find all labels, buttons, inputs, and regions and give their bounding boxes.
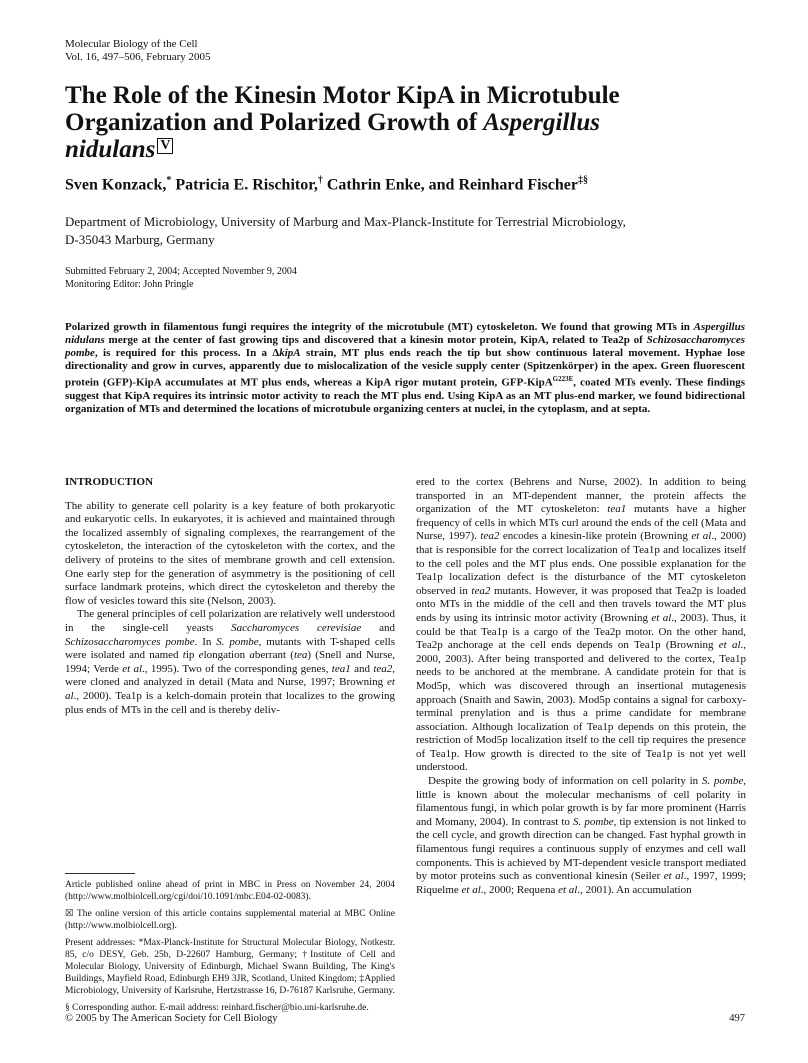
affiliation: Department of Microbiology, University of Marburg and Max-Planck-Institute for Terrestrial Microbiology, D-35043 Marburg, Germany <box>65 214 626 247</box>
column-right <box>416 476 746 897</box>
author-list: Sven Konzack,* Patricia E. Rischitor,† Cathrin Enke, and Reinhard Fischer‡§ <box>65 175 588 194</box>
copyright: © 2005 by The American Society for Cell Biology <box>65 1013 278 1024</box>
column-left <box>65 476 395 717</box>
abstract: Polarized growth in filamentous fungi requires the integrity of the microtubule (MT) cytoskeleton. We found that growing MTs in Aspergillus nidulans merge at the center of fast growing tips and discovered that a kinesin motor protein, KipA, related to Tea2p of Schizosaccharomyces pombe, is required for this process. In a ΔkipA strain, MT plus ends reach the tip but show continuous lateral movement. Hyphae lose directionality and grow in curves, apparently due to mislocalization of the vesicle supply center (Spitzenkörper) in the apex. Green fluorescent protein (GFP)-KipA accumulates at MT plus ends, whereas a KipA rigor mutant protein, GFP-KipA$^{G223E}$, coated MTs evenly. These findings suggest that KipA requires its intrinsic motor activity to reach the MT plus end. Using KipA as an MT plus-end marker, we found bidirectional organization of MTs and determined the locations of microtubule organizing centers at nuclei, in the cytoplasm, and at septa. <box>65 321 746 415</box>
page-number: 497 <box>729 1013 745 1024</box>
monitoring-editor: Monitoring Editor: John Pringle <box>65 279 194 290</box>
title-line-1: The Role of the Kinesin Motor KipA in Microtubule <box>65 82 620 109</box>
paragraph: Despite the growing body of information on cell polarity in S. pombe, little is known about the molecular mechanisms of cell polarity in filamentous fungi, in which polar growth is by far more prominent (Harris and Momany, 2004). In contrast to S. pombe, tip extension is not linked to the cell cycle, and growth direction can be changed. Fast hyphal growth in filamentous fungi requires a continuous supply of enzymes and cell wall components. This is achieved by MT-dependent vesicle transport mediated by motor proteins such as conventional kinesin (Seiler et al., 1997, 1999; Riquelme et al., 2000; Requena et al., 2001). An accumulation <box>416 775 747 896</box>
section-heading: INTRODUCTION <box>65 476 154 488</box>
paragraph: ered to the cortex (Behrens and Nurse, 2002). In addition to being transported in an MT-dependent manner, the protein affects the organization of the MT cytoskeleton: tea1 mutants have a higher frequency of cells in which MTs curl around the ends of the cell (Mata and Nurse, 1997). tea2 encodes a kinesin-like protein (Browning et al., 2000) that is responsible for the correct localization of Tea1p and localizes itself to the cell poles and the MT plus ends. One possible explanation for the Tea1p localization defect is the disturbance of the MT cytoskeleton observed in tea2 mutants. However, it was proposed that Tea2p is loaded onto MTs in the middle of the cell and then travels toward the MT plus ends by using its intrinsic motor activity (Browning et al., 2003). Thus, it could be that Tea1p is a cargo of the Tea2p motor. On the other hand, Tea2p anchorage at the cell ends depends on Tea1p (Browning et al., 2000, 2003). After being transported and delivered to the cortex, Tea1p needs to be anchored at the membrane. A candidate protein for that is Mod5p, which was discovered through an insertional mutagenesis approach (Snaith and Sawin, 2003). Mod5p contains a signal for carboxy-terminal prenylation and is thus a prime candidate for membrane association. Although localization of Tea1p depends on this protein, the restriction of Mod5p localization itself to the cell tip requires the presence of Tea1p. How growth is directed to the site of Tea1p is not yet well understood. <box>416 476 746 774</box>
journal-name: Molecular Biology of the Cell <box>65 38 198 50</box>
submitted-accepted: Submitted February 2, 2004; Accepted November 9, 2004 <box>65 266 297 277</box>
title-line-3: nidulans V <box>65 136 755 163</box>
footnote-publication: Article published online ahead of print in MBC in Press on November 24, 2004 (http://www.molbiolcell.org/cgi/doi/10.1091/mbc.E04-02-0083). <box>65 880 395 902</box>
footnotes <box>65 879 395 1019</box>
paragraph: The general principles of cell polarization are relatively well understood in the single-cell yeasts Saccharomyces cerevisiae and Schizosaccharomyces pombe. In S. pombe, mutants with T-shaped cells were isolated and named tip elongation aberrant (tea) (Snell and Nurse, 1994; Verde et al., 1995). Two of the corresponding genes, tea1 and tea2, were cloned and analyzed in detail (Mata and Nurse, 1997; Browning et al., 2000). Tea1p is a kelch-domain protein that localizes to the growing plus ends of MTs in the cell and is thereby deliv- <box>65 608 396 716</box>
supplemental-video-icon[interactable]: V <box>157 138 173 154</box>
journal-volume: Vol. 16, 497–506, February 2005 <box>65 51 211 63</box>
footnote-supplemental: ☒ The online version of this article contains supplemental material at MBC Online (http://www.molbiolcell.org). <box>65 909 395 931</box>
footnote-correspondence: § Corresponding author. E-mail address: reinhard.fischer@bio.uni-karlsruhe.de. <box>65 1003 369 1013</box>
article-title <box>65 82 755 163</box>
journal-header <box>65 38 211 64</box>
submission-dates <box>65 265 297 291</box>
footnote-addresses: Present addresses: *Max-Planck-Institute for Structural Molecular Biology, Notkestr. 85, c/o DESY, Geb. 25b, D-22607 Hamburg, Germany; †Institute of Cell and Molecular Biology, University of Edinburgh, Michael Swann Building, The King's Buildings, Mayfield Road, Edinburgh EH9 3JR, Scotland, United Kingdom; ‡Applied Microbiology, University of Karlsruhe, Hertzstrasse 16, D-76187 Karlsruhe, Germany. <box>65 938 395 996</box>
title-line-2: Organization and Polarized Growth of Aspergillus <box>65 109 600 136</box>
footnote-divider <box>65 873 135 874</box>
paragraph: The ability to generate cell polarity is a key feature of both prokaryotic and eukaryotic cells. In eukaryotes, it is achieved and maintained through the localized assembly of signaling complexes, the rearrangement of the cytoskeleton, the interaction of the cytoskeleton with the cortex, and the delivery of proteins to the sites of membrane growth and cell extension. One early step for the generation of asymmetry is the positioning of cell surface landmark proteins, which direct the cytoskeleton and thereby the flow of vesicles toward this site (Nelson, 2003). <box>65 499 395 607</box>
